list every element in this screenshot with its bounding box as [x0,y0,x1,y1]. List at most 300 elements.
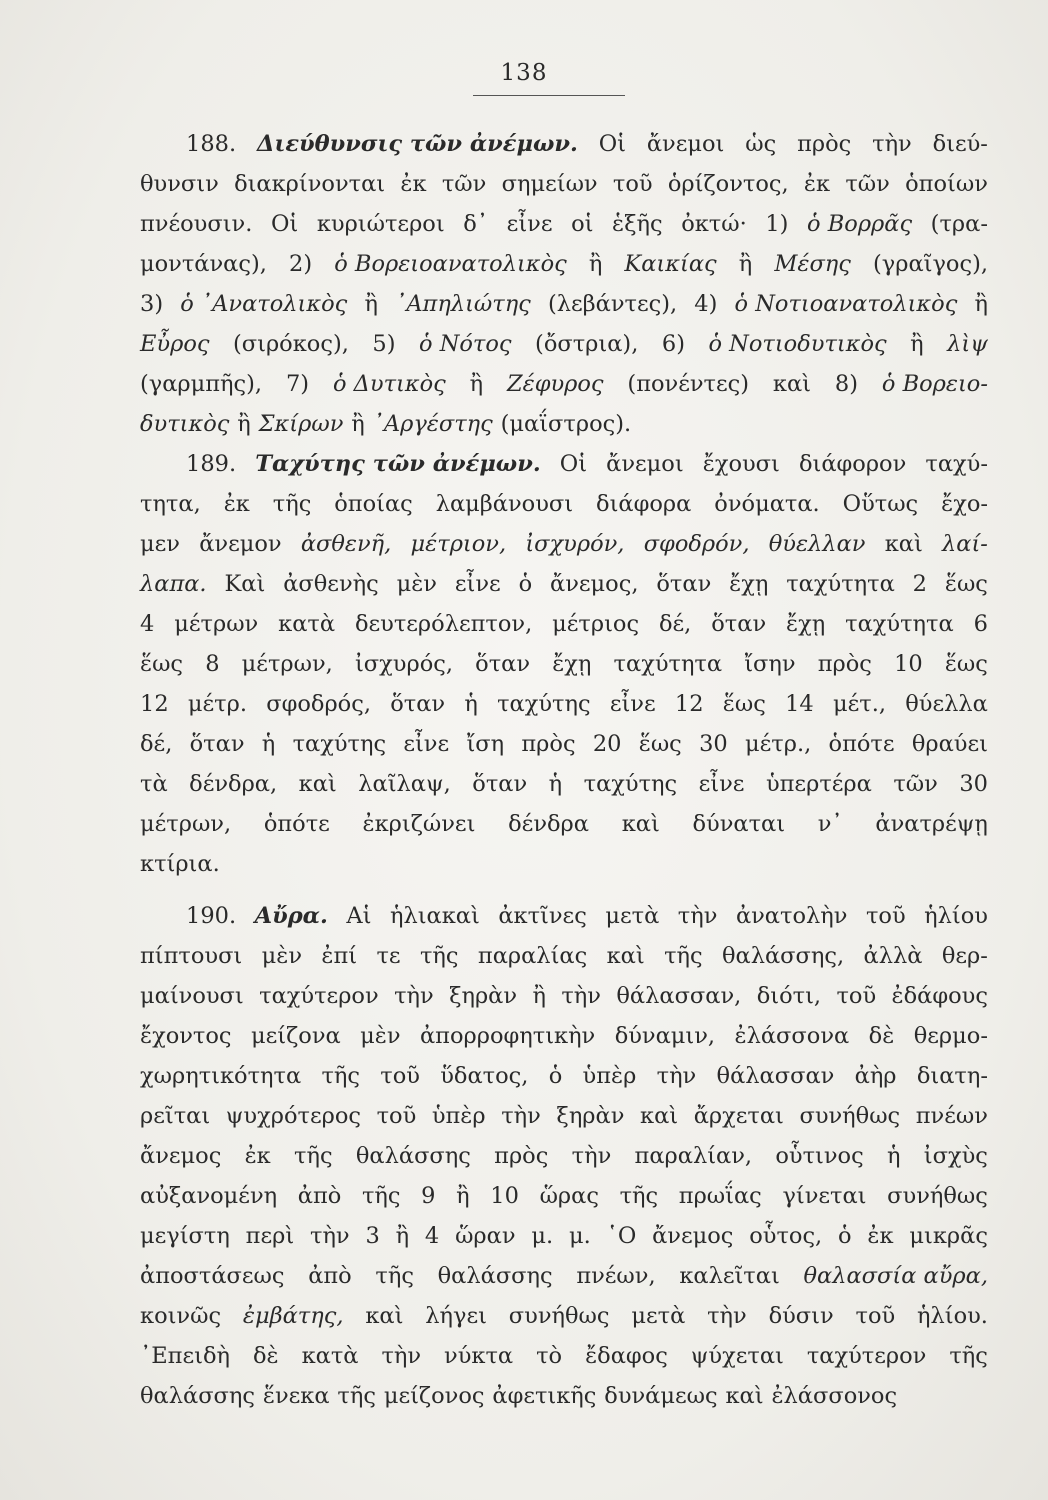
word: ἢ [469,371,484,397]
word: (ὄστρια), [535,331,639,357]
word: ἰσχυρόν, [525,531,625,557]
word: ἀσθενῆ, [300,531,392,557]
word: ἕως [722,691,766,717]
word: καὶ [884,531,923,557]
word: ὁποίας [334,491,413,517]
word: μοντάνας), [140,251,267,277]
word: διότι, [756,983,822,1009]
word: τε [376,943,401,969]
word: 12 [140,691,169,717]
word: ᾿Επειδὴ [140,1343,230,1369]
word: 2) [289,251,313,277]
word: ταχύ- [925,451,988,477]
word: μ. [568,1223,591,1249]
word: σφοδρός, [266,691,371,717]
text-line [140,164,988,204]
word: θάλασσαν, [616,983,742,1009]
word: κτίρια. [140,851,220,877]
word: ἢ [532,983,546,1009]
word: 10 [490,1183,519,1209]
word: τὴν [394,983,434,1009]
word: ὅταν [475,651,531,677]
word: πρὸς [817,651,872,677]
word: ἔχῃ [729,571,769,597]
word: ἀὴρ [854,1063,897,1089]
word: τὴν [310,1223,350,1249]
word: ἡ [886,1143,901,1169]
word: τῆς [294,1143,333,1169]
word: ἐκ [400,171,427,197]
text-line [140,976,988,1016]
word: ταχύτερον [806,1343,927,1369]
word: 20 [592,731,622,757]
word: 30 [699,731,728,757]
word: ἢ [395,1223,410,1249]
word: μέτρων, [140,811,232,837]
word: ἢ [237,411,251,437]
word: δυτικὸς [140,411,230,437]
word: μετὰ [631,1303,686,1329]
text-line [140,324,988,364]
word: ἀνατρέψῃ [875,811,988,837]
word: ὑπὲρ [431,1103,486,1129]
word: ἕως [944,571,988,597]
text-line [140,1376,988,1416]
word: ψυχρότερος [225,1103,361,1129]
word: ἡ [464,691,478,717]
word: ἄνεμοι [646,131,725,157]
word: Ζέφυρος [507,371,604,397]
body-text [140,124,988,1416]
word: ταχύτητα [845,611,954,637]
word: τῆς [664,943,703,969]
word: ἕως [944,651,988,677]
word: ὅταν [189,731,245,757]
word: ν᾽ [817,811,843,837]
word: τοῦ [376,1103,417,1129]
word: δύσιν [768,1303,834,1329]
word: κατὰ [278,611,336,637]
word: ταχύτητα [613,651,723,677]
word: ὁ Νοτιοανατολικὸς [734,291,958,317]
word: ἢ [738,251,753,277]
word: ῾Ο [606,1223,637,1249]
word: τὴν [677,903,718,929]
word: μὲν [396,571,437,597]
word: ὑπὲρ [582,1063,637,1089]
word: μικρᾶς [909,1223,988,1249]
word: μέτριος [552,611,640,637]
text-line [140,404,988,444]
word: δύναμιν, [614,1023,716,1049]
word: Μέσης [774,251,851,277]
word: παραλίαν, [634,1143,753,1169]
word: Καὶ [224,571,266,597]
word: ὁπότε [263,811,330,837]
word: ὁ Νότος [419,331,512,357]
word: οὗτινος [775,1143,864,1169]
word: θαλάσσης [355,1143,471,1169]
text-line [140,1256,988,1296]
word: ὁ [518,571,533,597]
word: ἢ [588,251,603,277]
word: δύναται [692,811,786,837]
word: ἄνεμον [199,531,282,557]
text-line [140,604,988,644]
word: λήγει [425,1303,487,1329]
word: δευτερόλεπτον, [354,611,533,637]
text-line [140,244,988,284]
text-line [140,896,988,936]
word: ὅταν [472,771,528,797]
word: τὴν [571,1143,612,1169]
word: μέτρ. [187,691,247,717]
text-line [140,364,988,404]
word: λαῖλαψ, [358,771,451,797]
word: ἰσχὺς [923,1143,988,1169]
word: ὅταν [656,571,712,597]
word: ἑξῆς [612,211,663,237]
word: 190. [186,903,237,929]
word: ὁ ᾿Ανατολικὸς [180,291,348,317]
word: ὀκτώ· [681,211,747,237]
word: ἐμβάτης, [242,1303,344,1329]
word: Οἱ [270,211,299,237]
text-line [140,524,988,564]
word: ὁ [838,1223,852,1249]
word: ταχύτερον [259,983,379,1009]
word: ἄνεμος [140,1143,222,1169]
word: ταχύτης [583,771,678,797]
text-line [140,284,988,324]
word: ρεῖται [140,1103,211,1129]
word: 1) [765,211,789,237]
word: τὴν [561,983,601,1009]
word: ἀνατολὴν [735,903,848,929]
word: ἴσην [744,651,796,677]
word: τοῦ [855,1303,896,1329]
word: περὶ [245,1223,295,1249]
word: ὅταν [390,691,446,717]
word: ἕως [140,651,184,677]
word: ταχύτης [497,691,591,717]
word: εἶνε [454,571,501,597]
word: διάφορον [798,451,907,477]
word: μετὰ [605,903,660,929]
word: τὴν [501,1103,541,1129]
word: 6) [661,331,685,357]
word: θραύει [911,731,988,757]
text-line [140,484,988,524]
word: λὶψ [947,331,988,357]
text-line [140,936,988,976]
word: καὶ [640,1103,679,1129]
word: 2 [912,571,927,597]
word: τὴν [707,1303,747,1329]
word: ἢ [351,411,365,437]
word: τοῦ [836,983,877,1009]
word: καὶ [725,1383,764,1409]
word: ἡλίου. [917,1303,988,1329]
word: ἕνεκα [262,1383,330,1409]
word: διάφορα [596,491,692,517]
word: καὶ [772,371,812,397]
word: (μαΐστρος). [500,411,632,437]
word: τῆς [321,1063,360,1089]
word: εἶνε [609,691,656,717]
word: 4 [140,611,155,637]
word: κοινῶς [140,1303,222,1329]
word: ἐπί [321,943,358,969]
word: τῆς [619,1183,659,1209]
word: Εὖρος [140,331,210,357]
text-line [140,444,988,484]
word: 188. [186,131,237,157]
word: ὀνόματα. [714,491,820,517]
word: συνήθως [799,1103,901,1129]
word: τὴν [872,131,912,157]
word: θερμο- [913,1023,988,1049]
word: ἐκ [867,1223,894,1249]
word: ἀπορροφητικὴν [419,1023,596,1049]
word: τῆς [375,1263,414,1289]
word: ψύχεται [690,1343,784,1369]
word: ὑπερτέρα [765,771,872,797]
word: κατὰ [301,1343,359,1369]
word: 14 [785,691,814,717]
word: ἡ [548,771,563,797]
word: τοῦ [380,1063,420,1089]
word: ἢ [974,291,988,317]
word: 4 [424,1223,440,1249]
word: (γαρμπῆς), [140,371,263,397]
word: ὁ Βορειο- [881,371,988,397]
word: ἡ [261,731,276,757]
word: καὶ [621,811,660,837]
word: ἀπὸ [308,1263,352,1289]
word: τὰ [140,771,168,797]
word: θύελλα [905,691,988,717]
word: μὲν [261,943,303,969]
text-line [140,1136,988,1176]
word: ᾿Αργέστης [372,411,493,437]
word: ἔδαφος [585,1343,668,1369]
word: 189. [186,451,237,477]
word: ὥρας [539,1183,599,1209]
word: γίνεται [782,1183,867,1209]
word: Οἱ [598,131,626,157]
word: μεγίστη [140,1223,230,1249]
word: θύελλαν [768,531,866,557]
word: δέ, [658,611,692,637]
word: τῶν [893,771,938,797]
text-line [140,804,988,844]
word: Οἱ [559,451,588,477]
word: θαλασσία αὔρα, [803,1263,988,1289]
word: ἀσθενὴς [283,571,379,597]
word: ὁρίζοντος, [667,171,789,197]
word: 3 [365,1223,380,1249]
word: σφοδρόν, [643,531,750,557]
text-line [140,1016,988,1056]
word: ᾿Απηλιώτης [395,291,531,317]
word: ἐλάσσονος [771,1383,898,1409]
word: ὁπότε [828,731,895,757]
word: τητα, [140,491,201,517]
word: 3) [140,291,164,317]
word: μέτρ., [745,731,812,757]
word: 10 [894,651,923,677]
word: πρωΐας [678,1183,762,1209]
word: ἔχῃ [786,611,826,637]
word: μὲν [360,1023,401,1049]
word: 8) [834,371,858,397]
word: τὴν [656,1063,697,1089]
word: 4) [694,291,718,317]
word: χωρητικότητα [140,1063,302,1089]
word: μ. [531,1223,554,1249]
word: ἰσχυρός, [354,651,453,677]
word: τῆς [949,1343,988,1369]
text-line [140,564,988,604]
word: πίπτουσι [140,943,243,969]
word: ὕδατος, [440,1063,529,1089]
word: θαλάσσης, [721,943,845,969]
word: 8 [205,651,220,677]
word: ἴση [466,731,505,757]
word: 7) [285,371,310,397]
word: τὴν [381,1343,422,1369]
word: διακρίνονται [234,171,386,197]
word: κυριώτεροι [316,211,445,237]
word: καὶ [606,943,645,969]
word: ἄνεμος [652,1223,734,1249]
word: τῆς [337,1383,376,1409]
word: ἐδάφους [891,983,988,1009]
word: ὁ Νοτιοδυτικὸς [708,331,887,357]
word: οἱ [571,211,594,237]
word: δένδρα, [189,771,278,797]
word: καλεῖται [679,1263,780,1289]
word: Καικίας [624,251,717,277]
word: ἄνεμοι [606,451,684,477]
word: ἕως [638,731,682,757]
word: Οὕτως [842,491,919,517]
word: πρὸς [494,1143,549,1169]
word: ἐκ [803,171,831,197]
word: λαί- [942,531,988,557]
word: (πονέντες) [627,371,750,397]
word: μέτριον, [410,531,507,557]
word: σημείων [501,171,598,197]
word: ἐκ [223,491,250,517]
word: αὐξανομένη [140,1183,278,1209]
word: ξηρὰν [556,1103,625,1129]
word: ἐκ [244,1143,271,1169]
word: πρὸς [521,731,576,757]
word: 5) [372,331,396,357]
word: ἔχουσι [702,451,780,477]
word: δένδρα [508,811,589,837]
text-line [140,124,988,164]
word: μαίνουσι [140,983,244,1009]
section-heading: Διεύθυνσις τῶν ἀνέμων. [256,131,578,157]
word: διατη- [916,1063,988,1089]
word: θυνσιν [140,171,219,197]
page-number: 138 [500,60,548,86]
word: συνήθως [508,1303,610,1329]
word: ἢ [364,291,378,317]
word: ἀλλὰ [863,943,923,969]
word: ἄρχεται [693,1103,784,1129]
word: ὁ Βορειοανατολικὸς [334,251,567,277]
word: δὲ [868,1023,895,1049]
word: μεν [140,531,180,557]
word: ἔχῃ [552,651,592,677]
text-line [140,1096,988,1136]
text-line [140,724,988,764]
word: ἀπὸ [297,1183,342,1209]
word: ὅταν [711,611,767,637]
word: πνέων, [576,1263,656,1289]
word: ἀποστάσεως [140,1263,285,1289]
word: μέτ., [832,691,886,717]
word: (λεβάντες), [547,291,678,317]
section-heading: Αὔρα. [254,903,328,929]
word: πνέουσιν. [140,211,253,237]
word: εἶνε [403,731,450,757]
word: ἢ [910,331,924,357]
text-line [140,1176,988,1216]
text-line [140,764,988,804]
word: εἶνε [506,211,553,237]
word: ὡς [745,131,777,157]
word: (τρα- [930,211,988,237]
word: ἡλιακαὶ [389,903,480,929]
text-line [140,844,988,884]
word: ἐκριζώνει [362,811,476,837]
word: δυνάμεως [604,1383,718,1409]
word: συνήθως [887,1183,988,1209]
word: πρὸς [797,131,852,157]
word: ταχύτητα [786,571,895,597]
word: μέτρων, [241,651,333,677]
word: δ᾽ [463,211,489,237]
word: δὲ [252,1343,279,1369]
word: τὸ [536,1343,563,1369]
word: ταχύτης [292,731,387,757]
word: ἀφετικῆς [492,1383,597,1409]
word: ὁποίων [905,171,988,197]
header-rule [473,95,625,96]
word: (γραῖγος), [873,251,988,277]
word: καὶ [365,1303,404,1329]
word: πνέων [915,1103,988,1129]
word: τῶν [441,171,487,197]
word: ἢ [456,1183,470,1209]
word: 6 [973,611,988,637]
word: οὗτος, [749,1223,823,1249]
text-line [140,684,988,724]
text-line [140,1296,988,1336]
section-heading: Ταχύτης τῶν ἀνέμων. [255,451,541,477]
word: 9 [421,1183,436,1209]
word: τῆς [272,491,312,517]
word: λαμβάνουσι [435,491,574,517]
word: καὶ [298,771,337,797]
word: ἡλίου [924,903,988,929]
word: 12 [674,691,704,717]
